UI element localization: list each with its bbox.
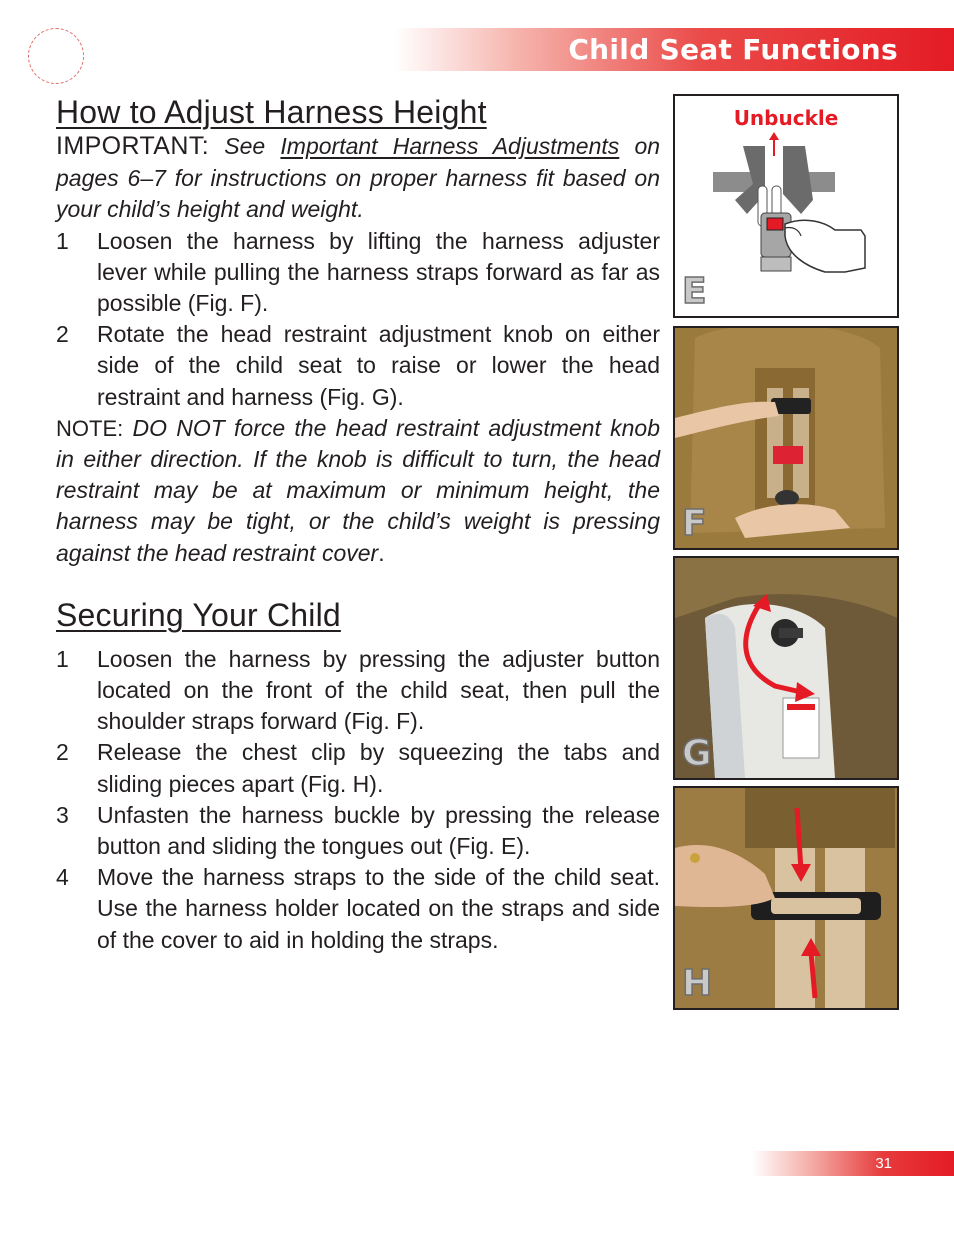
unbuckle-arrow-head xyxy=(769,132,779,140)
figure-letter-h: H xyxy=(682,963,713,1004)
step-number: 3 xyxy=(56,801,69,828)
list-item xyxy=(56,737,660,799)
figure-h xyxy=(673,786,899,1010)
figure-g xyxy=(673,556,899,780)
step-text: Release the chest clip by squeezing the tabs and sliding pieces apart (Fig. H). xyxy=(97,739,660,797)
step-number: 2 xyxy=(56,739,69,766)
right-tongue xyxy=(783,146,813,214)
main-content xyxy=(56,94,660,956)
adjust-steps-list xyxy=(56,226,660,413)
section-heading-securing-child: Securing Your Child xyxy=(56,596,341,633)
step-text: Rotate the head restraint adjustment knob on either side of the child seat to raise or lower the head restraint and harness (Fig. G). xyxy=(97,321,660,410)
step-number: 1 xyxy=(56,227,69,254)
right-strap xyxy=(825,848,865,1008)
page-number: 31 xyxy=(875,1155,892,1172)
step-text: Loosen the harness by pressing the adjuster button located on the front of the child seat, then pull the shoulder straps forward (Fig. F). xyxy=(97,645,660,735)
figure-letter-e: E xyxy=(682,271,707,312)
figure-f xyxy=(673,326,899,550)
warning-label-band xyxy=(787,704,815,710)
figure-letter-f: F xyxy=(682,503,707,544)
securing-steps-list xyxy=(56,644,660,956)
section-heading-adjust-harness: How to Adjust Harness Height xyxy=(56,94,487,130)
header-bar xyxy=(395,28,954,71)
adjuster-lever xyxy=(775,490,799,506)
hand-outline xyxy=(785,220,865,272)
figure-e xyxy=(673,94,899,318)
step-number: 1 xyxy=(56,645,69,672)
step-text: Loosen the harness by lifting the harness adjuster lever while pulling the harness straps forward as far as possible (Fig. F). xyxy=(97,227,660,317)
important-see: See xyxy=(224,133,266,159)
buckle-base xyxy=(761,257,791,271)
footer-bar xyxy=(752,1151,954,1176)
list-item xyxy=(56,800,660,862)
step-number: 2 xyxy=(56,321,69,348)
list-item xyxy=(56,319,660,413)
list-item xyxy=(56,862,660,956)
step-text: Move the harness straps to the side of the child seat. Use the harness holder located on the straps and side of the cover to aid in holding the straps. xyxy=(97,864,660,953)
unbuckle-caption: Unbuckle xyxy=(733,106,839,130)
knob-grip xyxy=(779,628,803,638)
note-end: . xyxy=(378,539,385,566)
figure-letter-g: G xyxy=(682,733,712,774)
left-strap xyxy=(775,848,815,1008)
step-number: 4 xyxy=(56,864,69,891)
important-label-text: IMPORTANT: xyxy=(56,132,210,160)
photo-seat-straps xyxy=(675,328,897,548)
corner-crop-mark xyxy=(28,28,84,84)
note-label: NOTE: xyxy=(56,415,124,441)
release-button xyxy=(767,218,783,230)
list-item xyxy=(56,226,660,320)
important-paragraph xyxy=(56,131,660,226)
fabric-upper xyxy=(745,788,895,848)
important-rest: on pages 6–7 for instructions on proper harness fit based on your child’s height and weight. xyxy=(56,133,661,223)
header-title: Child Seat Functions xyxy=(568,33,898,66)
important-link[interactable]: Important Harness Adjustments xyxy=(280,133,620,159)
note-text: DO NOT force the head restraint adjustment knob in either direction. If the knob is difficult to turn, the head restraint may be at maximum or minimum height, the harness may be tight, or the child’s weight is pressing against the head restraint cover xyxy=(56,414,660,566)
note-paragraph xyxy=(56,413,660,569)
step-text: Unfasten the harness buckle by pressing the release button and sliding the tongues out (Fig. E). xyxy=(97,801,660,860)
buckle-red xyxy=(773,446,803,464)
buckle-illustration xyxy=(675,96,897,316)
important-label xyxy=(56,132,210,160)
clip-window xyxy=(771,898,861,914)
ring xyxy=(690,853,700,863)
list-item xyxy=(56,644,660,738)
